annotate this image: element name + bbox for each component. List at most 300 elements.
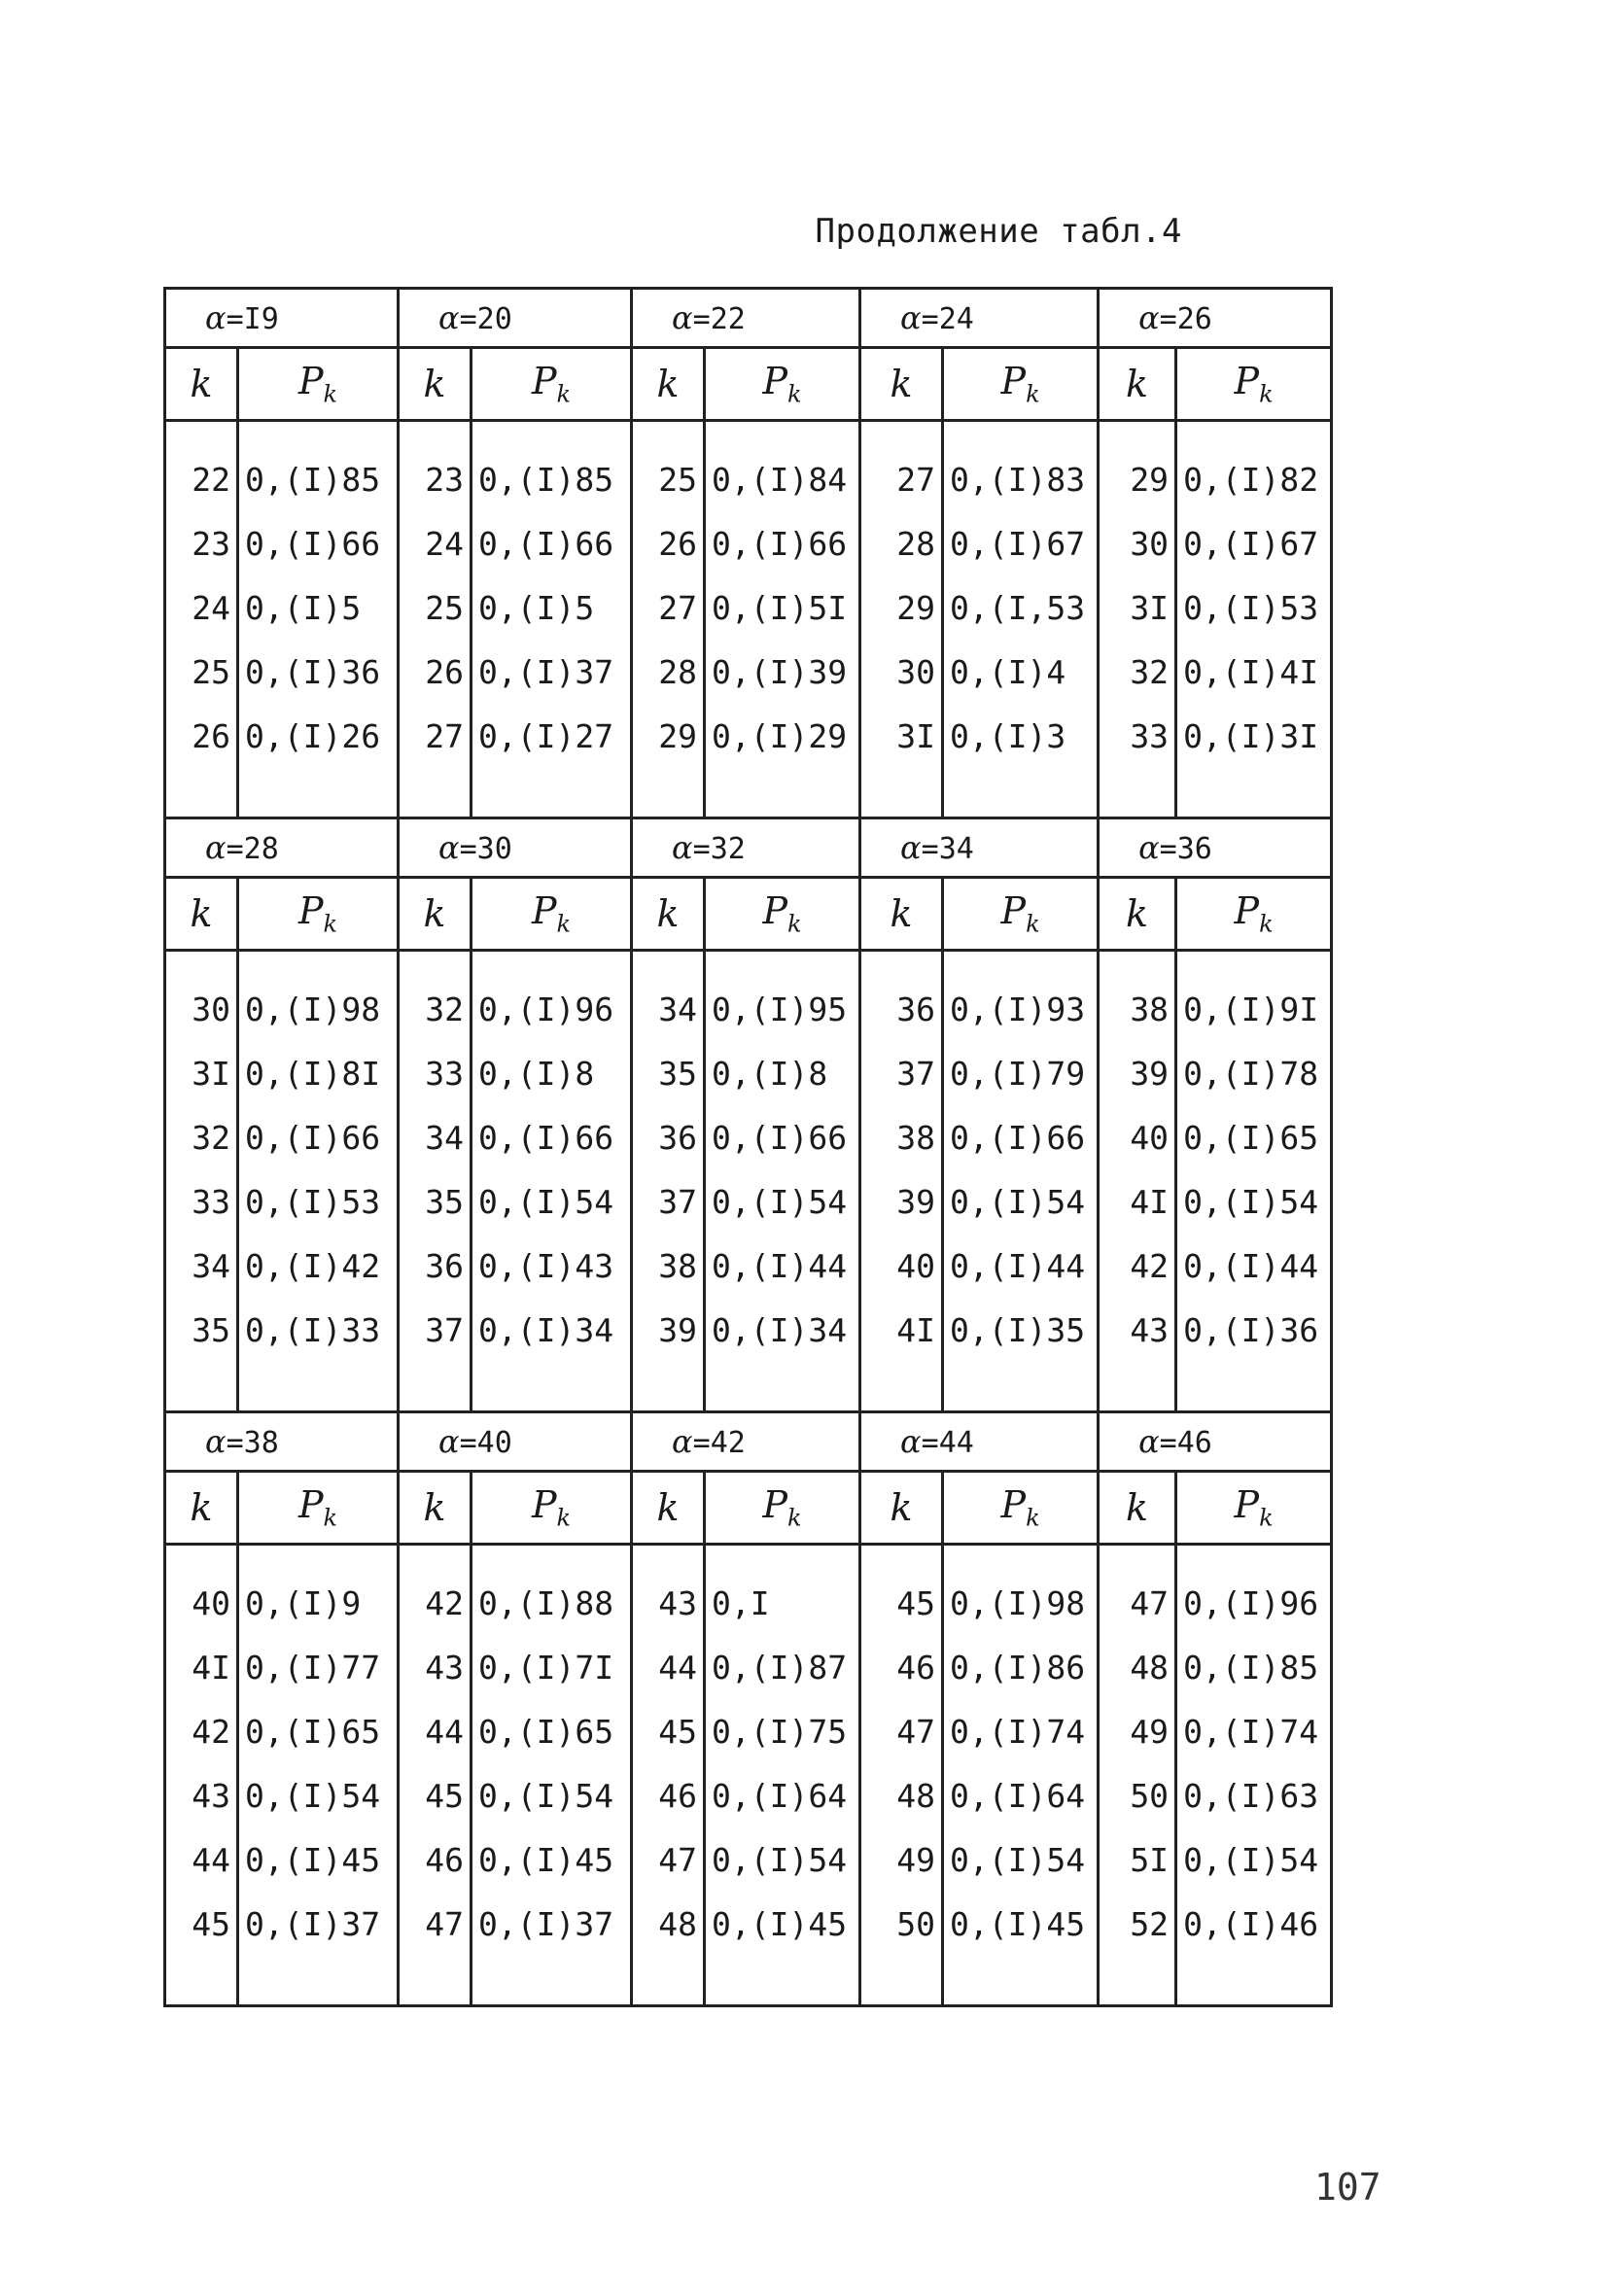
p-subscript: k	[787, 910, 802, 938]
alpha-value: =I9	[226, 302, 279, 336]
p-subscript: k	[1026, 910, 1040, 938]
table-row	[165, 1105, 1332, 1169]
alpha-symbol: α	[672, 299, 693, 336]
p-symbol: P	[297, 360, 324, 403]
column-header-k: k	[1099, 1472, 1176, 1545]
spacer-cell	[1176, 421, 1332, 448]
spacer-cell	[860, 421, 943, 448]
table-row	[165, 1699, 1332, 1763]
k-cell: 49	[1099, 1699, 1176, 1763]
k-cell: 50	[860, 1892, 943, 1956]
k-cell: 30	[165, 977, 238, 1041]
p-cell: 0,(I)98	[943, 1571, 1099, 1635]
spacer-cell	[632, 768, 705, 818]
p-cell: 0,(I)8I	[238, 1041, 399, 1105]
alpha-symbol: α	[438, 829, 460, 866]
k-cell: 42	[399, 1571, 472, 1635]
p-cell: 0,(I)5	[238, 575, 399, 640]
p-cell: 0,(I)54	[472, 1763, 632, 1827]
p-symbol: P	[762, 889, 788, 933]
k-cell: 43	[165, 1763, 238, 1827]
p-subscript: k	[323, 1504, 338, 1532]
spacer-row	[165, 1545, 1332, 1572]
table-row	[165, 1635, 1332, 1699]
p-cell: 0,(I)37	[472, 1892, 632, 1956]
p-symbol: P	[1234, 360, 1260, 403]
k-cell: 25	[399, 575, 472, 640]
alpha-symbol: α	[1138, 829, 1160, 866]
column-header-p	[943, 348, 1099, 421]
spacer-cell	[165, 951, 238, 978]
p-cell: 0,(I)26	[238, 704, 399, 768]
k-cell: 36	[860, 977, 943, 1041]
alpha-header	[632, 1412, 860, 1472]
spacer-row	[165, 421, 1332, 448]
p-cell: 0,(I)65	[472, 1699, 632, 1763]
spacer-cell	[943, 1545, 1099, 1572]
k-cell: 36	[399, 1234, 472, 1298]
alpha-value: =22	[692, 302, 746, 336]
p-cell: 0,(I)53	[238, 1169, 399, 1234]
k-cell: 40	[860, 1234, 943, 1298]
k-cell: 43	[1099, 1298, 1176, 1362]
p-cell: 0,(I)45	[943, 1892, 1099, 1956]
k-cell: 48	[632, 1892, 705, 1956]
p-subscript: k	[787, 1504, 802, 1532]
p-cell: 0,(I)74	[943, 1699, 1099, 1763]
k-cell: 45	[860, 1571, 943, 1635]
k-cell: 32	[165, 1105, 238, 1169]
page-number: 107	[1314, 2166, 1381, 2209]
p-cell: 0,(I)66	[238, 1105, 399, 1169]
k-cell: 27	[399, 704, 472, 768]
k-cell: 37	[632, 1169, 705, 1234]
k-cell: 26	[399, 640, 472, 704]
k-cell: 47	[632, 1827, 705, 1892]
table-row	[165, 511, 1332, 575]
k-cell: 42	[165, 1699, 238, 1763]
spacer-cell	[472, 951, 632, 978]
table-row	[165, 1041, 1332, 1105]
alpha-header	[632, 818, 860, 878]
p-cell: 0,(I)67	[943, 511, 1099, 575]
alpha-value: =20	[459, 302, 512, 336]
k-cell: 34	[165, 1234, 238, 1298]
p-subscript: k	[787, 380, 802, 408]
p-cell: 0,(I)86	[943, 1635, 1099, 1699]
spacer-cell	[165, 421, 238, 448]
alpha-symbol: α	[672, 1423, 693, 1460]
k-cell: 40	[1099, 1105, 1176, 1169]
column-header-k: k	[399, 1472, 472, 1545]
p-cell: 0,(I)79	[943, 1041, 1099, 1105]
column-header-k: k	[165, 348, 238, 421]
k-cell: 24	[399, 511, 472, 575]
p-cell: 0,(I)77	[238, 1635, 399, 1699]
p-cell: 0,(I)66	[943, 1105, 1099, 1169]
p-cell: 0,(I)27	[472, 704, 632, 768]
spacer-cell	[705, 768, 860, 818]
column-header-p	[705, 878, 860, 951]
k-cell: 33	[399, 1041, 472, 1105]
spacer-cell	[943, 951, 1099, 978]
k-cell: 34	[399, 1105, 472, 1169]
end-spacer-row	[165, 1362, 1332, 1412]
k-cell: 46	[860, 1635, 943, 1699]
alpha-header	[165, 289, 399, 348]
table-row	[165, 1571, 1332, 1635]
k-cell: 48	[1099, 1635, 1176, 1699]
spacer-cell	[705, 1545, 860, 1572]
k-cell: 28	[632, 640, 705, 704]
p-symbol: P	[762, 360, 788, 403]
k-cell: 32	[1099, 640, 1176, 704]
column-header-k: k	[860, 348, 943, 421]
k-cell: 43	[399, 1635, 472, 1699]
spacer-cell	[632, 1362, 705, 1412]
alpha-header	[860, 289, 1099, 348]
p-cell: 0,(I)85	[238, 447, 399, 511]
column-header-k: k	[860, 1472, 943, 1545]
p-subscript: k	[1026, 1504, 1040, 1532]
column-header-p	[472, 1472, 632, 1545]
spacer-cell	[632, 1956, 705, 2006]
k-cell: 23	[165, 511, 238, 575]
table-row	[165, 1892, 1332, 1956]
alpha-value: =36	[1159, 832, 1212, 866]
spacer-cell	[238, 1545, 399, 1572]
k-cell: 39	[1099, 1041, 1176, 1105]
k-cell: 44	[632, 1635, 705, 1699]
p-symbol: P	[531, 1483, 557, 1527]
p-cell: 0,(I)8	[472, 1041, 632, 1105]
p-symbol: P	[1234, 889, 1260, 933]
table-row	[165, 447, 1332, 511]
spacer-cell	[1176, 951, 1332, 978]
p-cell: 0,(I)44	[1176, 1234, 1332, 1298]
p-cell: 0,(I)98	[238, 977, 399, 1041]
p-cell: 0,(I)96	[472, 977, 632, 1041]
spacer-cell	[860, 768, 943, 818]
spacer-cell	[472, 1956, 632, 2006]
p-cell: 0,(I)36	[1176, 1298, 1332, 1362]
k-cell: 32	[399, 977, 472, 1041]
k-cell: 29	[1099, 447, 1176, 511]
column-header-p	[705, 348, 860, 421]
alpha-header	[399, 818, 632, 878]
spacer-cell	[399, 768, 472, 818]
p-cell: 0,(I)29	[705, 704, 860, 768]
spacer-cell	[943, 421, 1099, 448]
k-cell: 27	[860, 447, 943, 511]
column-header-k: k	[399, 878, 472, 951]
p-cell: 0,(I)64	[943, 1763, 1099, 1827]
column-header-p	[238, 348, 399, 421]
spacer-cell	[1099, 951, 1176, 978]
spacer-cell	[1176, 1545, 1332, 1572]
spacer-cell	[399, 421, 472, 448]
k-cell: 3I	[860, 704, 943, 768]
p-cell: 0,(I)44	[943, 1234, 1099, 1298]
spacer-cell	[1176, 1956, 1332, 2006]
spacer-cell	[860, 1545, 943, 1572]
p-cell: 0,(I)45	[472, 1827, 632, 1892]
k-cell: 38	[1099, 977, 1176, 1041]
column-header-k: k	[632, 348, 705, 421]
alpha-symbol: α	[205, 299, 227, 336]
table-row	[165, 704, 1332, 768]
spacer-cell	[943, 1956, 1099, 2006]
k-cell: 30	[1099, 511, 1176, 575]
p-symbol: P	[297, 889, 324, 933]
p-cell: 0,(I)36	[238, 640, 399, 704]
p-cell: 0,(I)64	[705, 1763, 860, 1827]
k-cell: 45	[632, 1699, 705, 1763]
k-cell: 33	[1099, 704, 1176, 768]
k-cell: 24	[165, 575, 238, 640]
p-cell: 0,(I)74	[1176, 1699, 1332, 1763]
p-symbol: P	[1234, 1483, 1260, 1527]
k-cell: 37	[399, 1298, 472, 1362]
k-cell: 42	[1099, 1234, 1176, 1298]
p-cell: 0,(I)4	[943, 640, 1099, 704]
alpha-symbol: α	[900, 829, 922, 866]
p-cell: 0,(I)65	[1176, 1105, 1332, 1169]
p-cell: 0,(I)66	[472, 511, 632, 575]
spacer-cell	[165, 1956, 238, 2006]
k-cell: 50	[1099, 1763, 1176, 1827]
k-cell: 23	[399, 447, 472, 511]
p-cell: 0,(I)54	[472, 1169, 632, 1234]
spacer-cell	[632, 421, 705, 448]
k-cell: 30	[860, 640, 943, 704]
p-subscript: k	[556, 380, 572, 408]
k-cell: 52	[1099, 1892, 1176, 1956]
table-row	[165, 1298, 1332, 1362]
spacer-cell	[165, 1362, 238, 1412]
k-cell: 35	[165, 1298, 238, 1362]
p-symbol: P	[1000, 360, 1027, 403]
spacer-cell	[238, 768, 399, 818]
p-cell: 0,(I)9	[238, 1571, 399, 1635]
p-cell: 0,(I)66	[472, 1105, 632, 1169]
k-cell: 3I	[1099, 575, 1176, 640]
spacer-cell	[1099, 768, 1176, 818]
spacer-cell	[399, 1362, 472, 1412]
column-header-p	[1176, 348, 1332, 421]
k-cell: 29	[632, 704, 705, 768]
k-cell: 4I	[165, 1635, 238, 1699]
alpha-header	[399, 1412, 632, 1472]
k-cell: 38	[632, 1234, 705, 1298]
column-header-k: k	[860, 878, 943, 951]
spacer-cell	[1176, 768, 1332, 818]
alpha-header	[1099, 1412, 1332, 1472]
p-cell: 0,(I)35	[943, 1298, 1099, 1362]
p-cell: 0,(I)4I	[1176, 640, 1332, 704]
column-header-row	[165, 878, 1332, 951]
spacer-cell	[1099, 1362, 1176, 1412]
k-cell: 47	[1099, 1571, 1176, 1635]
k-cell: 35	[399, 1169, 472, 1234]
column-header-p	[238, 1472, 399, 1545]
p-cell: 0,(I)78	[1176, 1041, 1332, 1105]
k-cell: 3I	[165, 1041, 238, 1105]
column-header-k: k	[632, 878, 705, 951]
column-header-p	[472, 348, 632, 421]
p-symbol: P	[297, 1483, 324, 1527]
alpha-symbol: α	[1138, 1423, 1160, 1460]
alpha-header	[1099, 818, 1332, 878]
table-row	[165, 640, 1332, 704]
p-cell: 0,(I)85	[1176, 1635, 1332, 1699]
k-cell: 43	[632, 1571, 705, 1635]
p-cell: 0,(I)96	[1176, 1571, 1332, 1635]
k-cell: 28	[860, 511, 943, 575]
table-caption: Продолжение табл.4	[815, 212, 1182, 251]
p-subscript: k	[556, 1504, 572, 1532]
k-cell: 44	[399, 1699, 472, 1763]
alpha-header-row	[165, 818, 1332, 878]
p-cell: 0,(I)63	[1176, 1763, 1332, 1827]
k-cell: 47	[860, 1699, 943, 1763]
spacer-cell	[705, 1956, 860, 2006]
spacer-cell	[705, 1362, 860, 1412]
alpha-header	[165, 818, 399, 878]
table-row	[165, 575, 1332, 640]
k-cell: 39	[632, 1298, 705, 1362]
alpha-value: =28	[226, 832, 279, 866]
p-symbol: P	[1000, 1483, 1027, 1527]
p-subscript: k	[1026, 380, 1040, 408]
k-cell: 25	[632, 447, 705, 511]
p-cell: 0,(I)54	[1176, 1169, 1332, 1234]
p-cell: 0,(I)54	[943, 1169, 1099, 1234]
spacer-cell	[705, 421, 860, 448]
alpha-header	[1099, 289, 1332, 348]
end-spacer-row	[165, 768, 1332, 818]
p-cell: 0,(I)44	[705, 1234, 860, 1298]
spacer-cell	[238, 1956, 399, 2006]
table-row	[165, 977, 1332, 1041]
p-cell: 0,(I)95	[705, 977, 860, 1041]
p-symbol: P	[1000, 889, 1027, 933]
p-cell: 0,(I)66	[238, 511, 399, 575]
k-cell: 22	[165, 447, 238, 511]
p-cell: 0,(I)34	[705, 1298, 860, 1362]
alpha-symbol: α	[205, 829, 227, 866]
column-header-k: k	[1099, 878, 1176, 951]
p-symbol: P	[531, 889, 557, 933]
column-header-k: k	[165, 878, 238, 951]
spacer-cell	[943, 1362, 1099, 1412]
alpha-header	[860, 818, 1099, 878]
p-cell: 0,(I)42	[238, 1234, 399, 1298]
p-cell: 0,(I)45	[705, 1892, 860, 1956]
p-cell: 0,(I)82	[1176, 447, 1332, 511]
p-cell: 0,(I)54	[705, 1169, 860, 1234]
alpha-value: =26	[1159, 302, 1212, 336]
spacer-cell	[238, 951, 399, 978]
column-header-k: k	[165, 1472, 238, 1545]
k-cell: 4I	[1099, 1169, 1176, 1234]
alpha-value: =40	[459, 1426, 512, 1460]
k-cell: 26	[165, 704, 238, 768]
p-cell: 0,(I)5	[472, 575, 632, 640]
p-cell: 0,(I)5I	[705, 575, 860, 640]
p-cell: 0,(I)45	[238, 1827, 399, 1892]
alpha-value: =38	[226, 1426, 279, 1460]
p-cell: 0,(I)67	[1176, 511, 1332, 575]
p-subscript: k	[1259, 380, 1274, 408]
k-cell: 37	[860, 1041, 943, 1105]
p-subscript: k	[1259, 1504, 1274, 1532]
spacer-cell	[238, 1362, 399, 1412]
column-header-p	[1176, 1472, 1332, 1545]
table-row	[165, 1763, 1332, 1827]
spacer-cell	[399, 1956, 472, 2006]
alpha-symbol: α	[1138, 299, 1160, 336]
coefficient-table	[163, 287, 1333, 2007]
p-subscript: k	[1259, 910, 1274, 938]
column-header-row	[165, 348, 1332, 421]
p-cell: 0,I	[705, 1571, 860, 1635]
spacer-cell	[860, 1362, 943, 1412]
table-body	[165, 289, 1332, 2006]
p-cell: 0,(I)54	[943, 1827, 1099, 1892]
column-header-p	[238, 878, 399, 951]
spacer-cell	[399, 951, 472, 978]
spacer-cell	[860, 951, 943, 978]
spacer-cell	[165, 1545, 238, 1572]
p-cell: 0,(I)54	[705, 1827, 860, 1892]
k-cell: 45	[399, 1763, 472, 1827]
spacer-cell	[238, 421, 399, 448]
p-cell: 0,(I)9I	[1176, 977, 1332, 1041]
column-header-row	[165, 1472, 1332, 1545]
k-cell: 36	[632, 1105, 705, 1169]
p-cell: 0,(I)33	[238, 1298, 399, 1362]
p-cell: 0,(I)7I	[472, 1635, 632, 1699]
p-cell: 0,(I)43	[472, 1234, 632, 1298]
k-cell: 39	[860, 1169, 943, 1234]
alpha-value: =24	[921, 302, 974, 336]
spacer-row	[165, 951, 1332, 978]
alpha-header	[632, 289, 860, 348]
alpha-value: =44	[921, 1426, 974, 1460]
spacer-cell	[632, 951, 705, 978]
table-row	[165, 1169, 1332, 1234]
k-cell: 33	[165, 1169, 238, 1234]
p-cell: 0,(I)87	[705, 1635, 860, 1699]
p-cell: 0,(I)3I	[1176, 704, 1332, 768]
k-cell: 5I	[1099, 1827, 1176, 1892]
spacer-cell	[705, 951, 860, 978]
p-cell: 0,(I)88	[472, 1571, 632, 1635]
column-header-p	[472, 878, 632, 951]
p-subscript: k	[556, 910, 572, 938]
p-cell: 0,(I)66	[705, 511, 860, 575]
column-header-k: k	[1099, 348, 1176, 421]
k-cell: 49	[860, 1827, 943, 1892]
spacer-cell	[165, 768, 238, 818]
k-cell: 44	[165, 1827, 238, 1892]
k-cell: 26	[632, 511, 705, 575]
alpha-symbol: α	[900, 299, 922, 336]
spacer-cell	[1099, 1545, 1176, 1572]
alpha-value: =42	[692, 1426, 746, 1460]
spacer-cell	[860, 1956, 943, 2006]
